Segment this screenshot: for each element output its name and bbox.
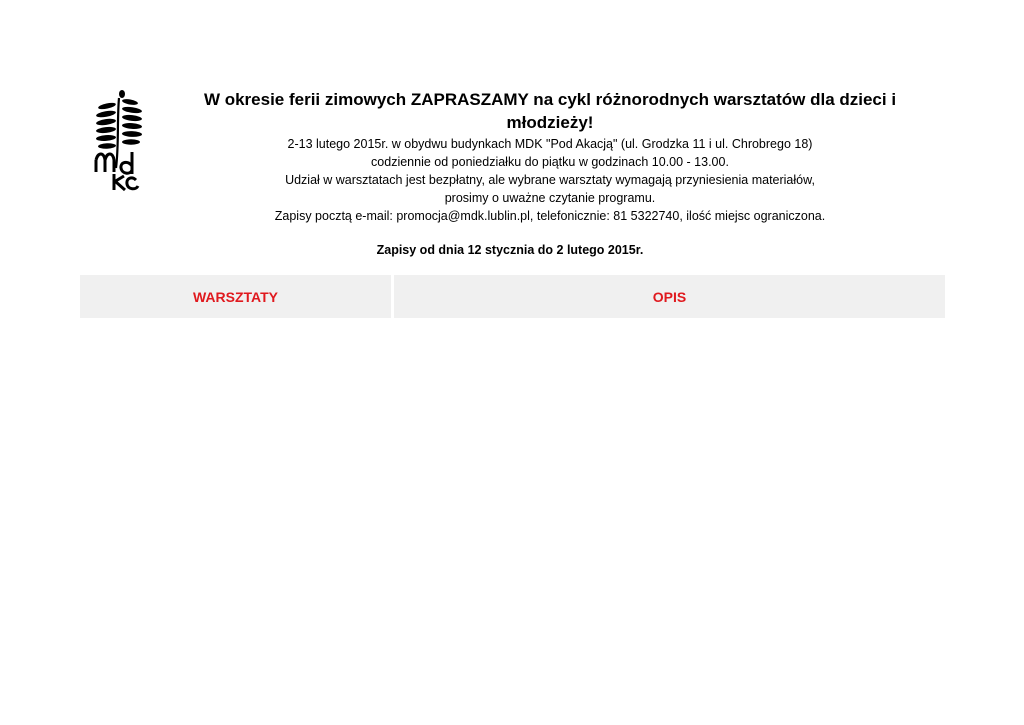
workshop-table-header [80,275,945,318]
page-title [160,88,940,134]
info-block [160,135,940,225]
mdk-acacia-logo-icon [92,90,148,192]
title-line-1: W okresie ferii zimowych ZAPRASZAMY na cykl różnorodnych warsztatów dla dzieci i [203,90,897,109]
info-dates: 2-13 lutego 2015r. w obydwu budynkach MDK "Pod Akacją" (ul. Grodzka 11 i ul. Chrobrego 18) [287,137,813,151]
info-read-program: prosimy o uważne czytanie programu. [444,191,656,205]
info-free-participation: Udział w warsztatach jest bezpłatny, ale wybrane warsztaty wymagają przyniesienia materiałów, [285,173,815,187]
enrollment-dates: Zapisy od dnia 12 stycznia do 2 lutego 2015r. [376,243,644,257]
info-contact: Zapisy pocztą e-mail: promocja@mdk.lublin.pl, telefonicznie: 81 5322740, ilość miejsc ograniczona. [274,209,826,223]
column-header-description: OPIS [394,275,945,318]
title-line-2: młodzieży! [506,113,594,132]
info-hours: codziennie od poniedziałku do piątku w godzinach 10.00 - 13.00. [371,155,729,169]
column-header-workshops: WARSZTATY [80,275,391,318]
